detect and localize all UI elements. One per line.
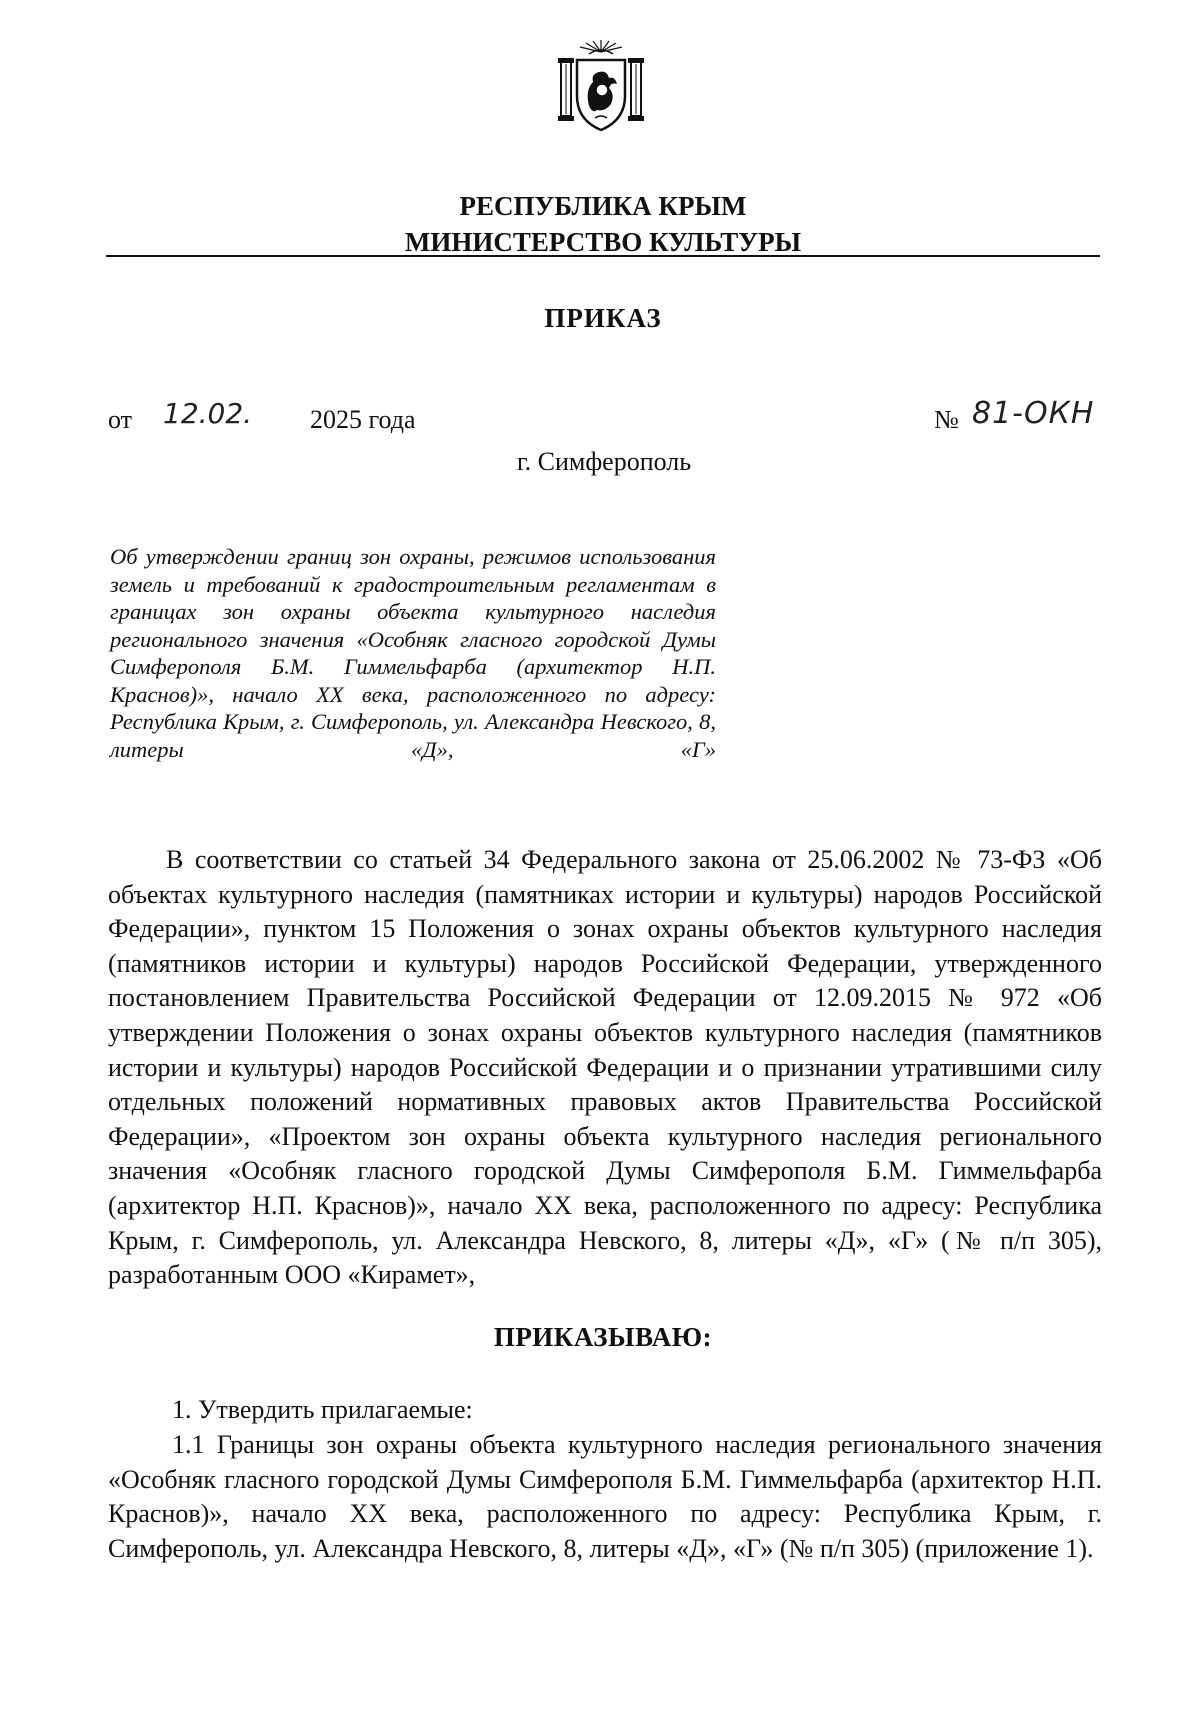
order-subject-text: Об утверждении границ зон охраны, режимов использования земель и требований к градостроительным регламентам в границах зон охраны объекта культурного наследия регионального значения «Особняк гласного городской Думы Симферополя Б.М. Гиммельфарба (архитектор Н.П. Краснов)», начало XX века, расположенного по адресу: Республика Крым, г. Симферополь, ул. Александра Невского, 8, литеры «Д», «Г» bbox=[110, 544, 716, 762]
issuer-header bbox=[106, 188, 1100, 260]
order-subject bbox=[110, 543, 716, 763]
date-prefix: от bbox=[108, 405, 133, 434]
preamble-paragraph: В соответствии со статьей 34 Федерального закона от 25.06.2002 № 73-ФЗ «Об объектах культурного наследия (памятниках истории и культуры) народов Российской Федерации», пунктом 15 Положения о зонах охраны объектов культурного наследия (памятников истории и культуры) народов Российской Федерации, утвержденного постановлением Правительства Российской Федерации от 12.09.2015 № 972 «Об утверждении Положения о зонах охраны объектов культурного наследия (памятников истории и культуры) народов Российской Федерации и о признании утратившими силу отдельных положений нормативных правовых актов Правительства Российской Федерации», «Проектом зон охраны объекта культурного наследия регионального значения «Особняк гласного городской Думы Симферополя Б.М. Гиммельфарба (архитектор Н.П. Краснов)», начало XX века, расположенного по адресу: Республика Крым, г. Симферополь, ул. Александра Невского, 8, литеры «Д», «Г» (№ п/п 305), разработанным ООО «Кирамет», bbox=[108, 845, 1102, 1290]
document-title: ПРИКАЗ bbox=[544, 303, 662, 333]
number-sign: № bbox=[934, 405, 959, 434]
date-year: 2025 года bbox=[310, 405, 416, 434]
issue-city: г. Симферополь bbox=[516, 447, 692, 476]
crimea-coat-of-arms-icon bbox=[555, 38, 647, 136]
header-ministry: МИНИСТЕРСТВО КУЛЬТУРЫ bbox=[404, 227, 802, 257]
item-1-1: 1.1 Границы зон охраны объекта культурного наследия регионального значения «Особняк гласного городской Думы Симферополя Б.М. Гиммельфарба (архитектор Н.П. Краснов)», начало XX века, расположенного по адресу: Республика Крым, г. Симферополь, ул. Александра Невского, 8, литеры «Д», «Г» (№ п/п 305) (приложение 1). bbox=[108, 1430, 1102, 1563]
header-divider bbox=[106, 255, 1100, 257]
handwritten-date: 12.02. bbox=[163, 397, 253, 430]
header-republic: РЕСПУБЛИКА КРЫМ bbox=[459, 191, 747, 221]
decree-word: ПРИКАЗЫВАЮ: bbox=[493, 1322, 713, 1352]
item-1: 1. Утвердить прилагаемые: bbox=[172, 1395, 473, 1424]
handwritten-order-number: 81-ОКН bbox=[972, 396, 1095, 431]
